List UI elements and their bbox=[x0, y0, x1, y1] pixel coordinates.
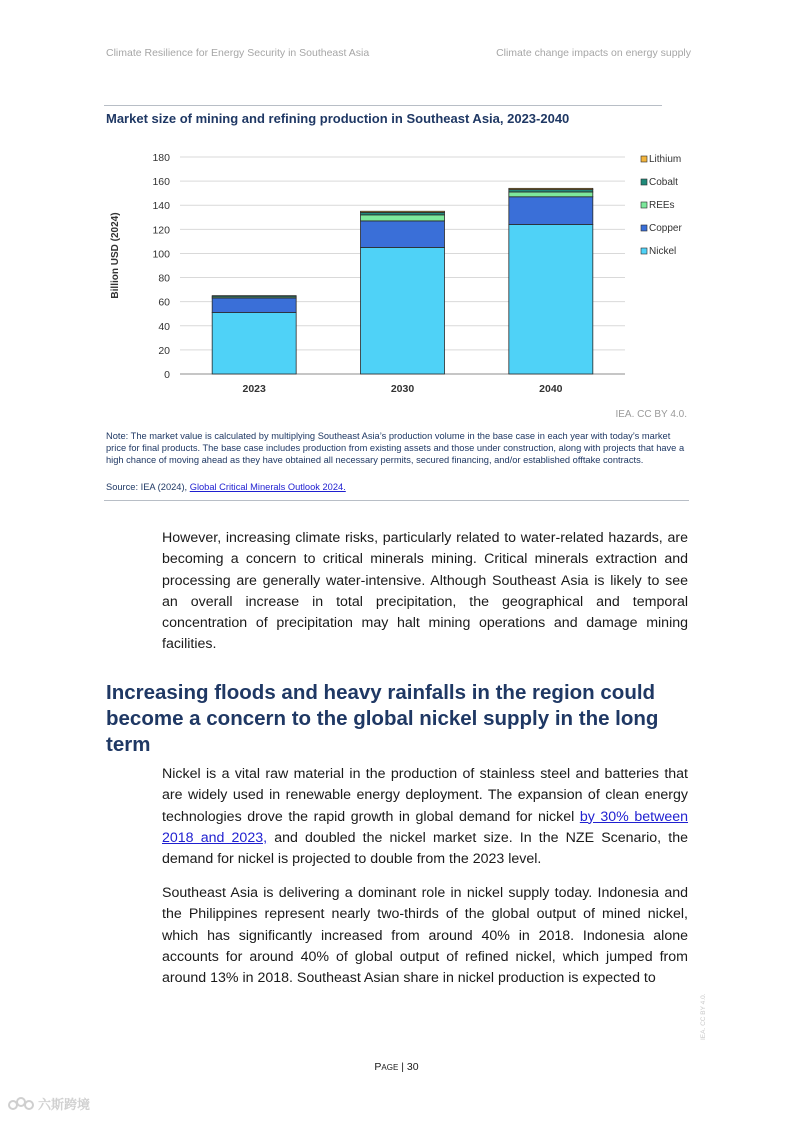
legend-swatch-rees bbox=[641, 202, 647, 208]
bar-segment-copper-2023 bbox=[212, 298, 296, 312]
nickel-demand-link[interactable]: by 30% between 2018 and 2023, bbox=[162, 808, 689, 846]
legend-swatch-nickel bbox=[641, 248, 647, 254]
y-tick-label: 120 bbox=[152, 224, 170, 237]
y-tick-label: 60 bbox=[158, 296, 170, 309]
bar-segment-copper-2040 bbox=[509, 197, 593, 225]
x-tick-label: 2023 bbox=[242, 383, 266, 395]
legend-label-nickel: Nickel bbox=[649, 246, 677, 257]
bar-segment-nickel-2023 bbox=[212, 313, 296, 374]
bar-segment-copper-2030 bbox=[361, 221, 445, 248]
stacked-bar-chart bbox=[100, 140, 700, 402]
bar-segment-nickel-2040 bbox=[509, 225, 593, 374]
legend-label-rees: REEs bbox=[649, 200, 675, 211]
watermark bbox=[8, 1094, 90, 1113]
page-footer bbox=[0, 1061, 793, 1073]
side-credit: IEA. CC BY 4.0. bbox=[700, 993, 707, 1040]
y-tick-label: 180 bbox=[152, 152, 170, 164]
page-number: | 30 bbox=[398, 1061, 419, 1073]
bar-segment-rees-2040 bbox=[509, 192, 593, 197]
figure-source bbox=[106, 482, 346, 492]
bar-segment-rees-2030 bbox=[361, 215, 445, 221]
page-label-initial: P bbox=[374, 1061, 382, 1073]
body-paragraph-2 bbox=[162, 764, 688, 870]
legend-label-cobalt: Cobalt bbox=[649, 177, 678, 188]
watermark-logo-icon bbox=[8, 1095, 34, 1113]
bar-segment-lithium-2040 bbox=[509, 188, 593, 189]
legend-swatch-copper bbox=[641, 225, 647, 231]
x-tick-label: 2030 bbox=[390, 383, 415, 395]
y-tick-label: 40 bbox=[158, 320, 170, 333]
figure-credit: IEA. CC BY 4.0. bbox=[615, 409, 687, 420]
bar-segment-cobalt-2023 bbox=[212, 296, 296, 297]
paragraph-2-text-b: and doubled the nickel market size. In the NZE Scenario, the demand for nickel is projected to double from the 2023 level. bbox=[162, 829, 689, 868]
running-header-section: Climate change impacts on energy supply bbox=[496, 47, 691, 59]
bar-segment-lithium-2030 bbox=[361, 211, 445, 212]
figure-title: Market size of mining and refining production in Southeast Asia, 2023-2040 bbox=[106, 111, 570, 126]
y-tick-label: 80 bbox=[158, 272, 170, 285]
y-tick-label: 100 bbox=[152, 248, 170, 261]
legend-swatch-cobalt bbox=[641, 179, 647, 185]
paragraph-2-text-a: Nickel is a vital raw material in the production of stainless steel and batteries that are widely used in renewable energy deployment. The expansion of clean energy technologies drove the rapid growth in global demand for nickel bbox=[162, 766, 688, 825]
bar-segment-nickel-2030 bbox=[361, 247, 445, 374]
y-tick-label: 0 bbox=[164, 369, 170, 381]
page-label-rest: AGE bbox=[381, 1063, 399, 1072]
figure-source-link[interactable]: Global Critical Minerals Outlook 2024. bbox=[189, 482, 346, 492]
section-heading: Increasing floods and heavy rainfalls in the region could become a concern to the global nickel supply in the long term bbox=[106, 681, 659, 756]
legend-label-lithium: Lithium bbox=[649, 154, 682, 165]
y-axis-label: Billion USD (2024) bbox=[110, 212, 121, 299]
figure-source-prefix: Source: IEA (2024), bbox=[106, 482, 190, 492]
legend-swatch-lithium bbox=[641, 156, 647, 162]
figure-bottom-rule bbox=[104, 500, 689, 501]
y-tick-label: 160 bbox=[152, 176, 170, 189]
running-header-title: Climate Resilience for Energy Security in Southeast Asia bbox=[106, 47, 370, 59]
y-tick-label: 20 bbox=[158, 344, 170, 357]
figure-note: Note: The market value is calculated by multiplying Southeast Asia’s production volume in the base case in each year with today’s market price for final products. The base case includes production from existing assets and those under construction, along with projects that have a high chance of moving ahead as they have obtained all necessary permits, secured financing, and/or established offtake contracts. bbox=[106, 431, 685, 465]
legend-label-copper: Copper bbox=[649, 223, 682, 234]
body-paragraph-3: Southeast Asia is delivering a dominant role in nickel supply today. Indonesia and the Philippines represent nearly two-thirds of the global output of mined nickel, which has significantly increased from around 40% in 2018. Indonesia alone accounts for around 40% of global output of refined nickel, which jumped from around 13% in 2018. Southeast Asian share in nickel production is expected to bbox=[162, 885, 688, 987]
body-paragraph-1: However, increasing climate risks, particularly related to water-related hazards, are becoming a concern to critical minerals mining. Critical minerals extraction and processing are generally water-intensive. Although Southeast Asia is likely to see an overall increase in total precipitation, the geographical and temporal concentration of precipitation may halt mining operations and damage mining facilities. bbox=[162, 530, 688, 653]
figure-top-rule bbox=[104, 105, 662, 106]
watermark-text: 六斯跨境 bbox=[38, 1097, 91, 1112]
y-tick-label: 140 bbox=[152, 200, 170, 213]
x-tick-label: 2040 bbox=[539, 383, 563, 395]
